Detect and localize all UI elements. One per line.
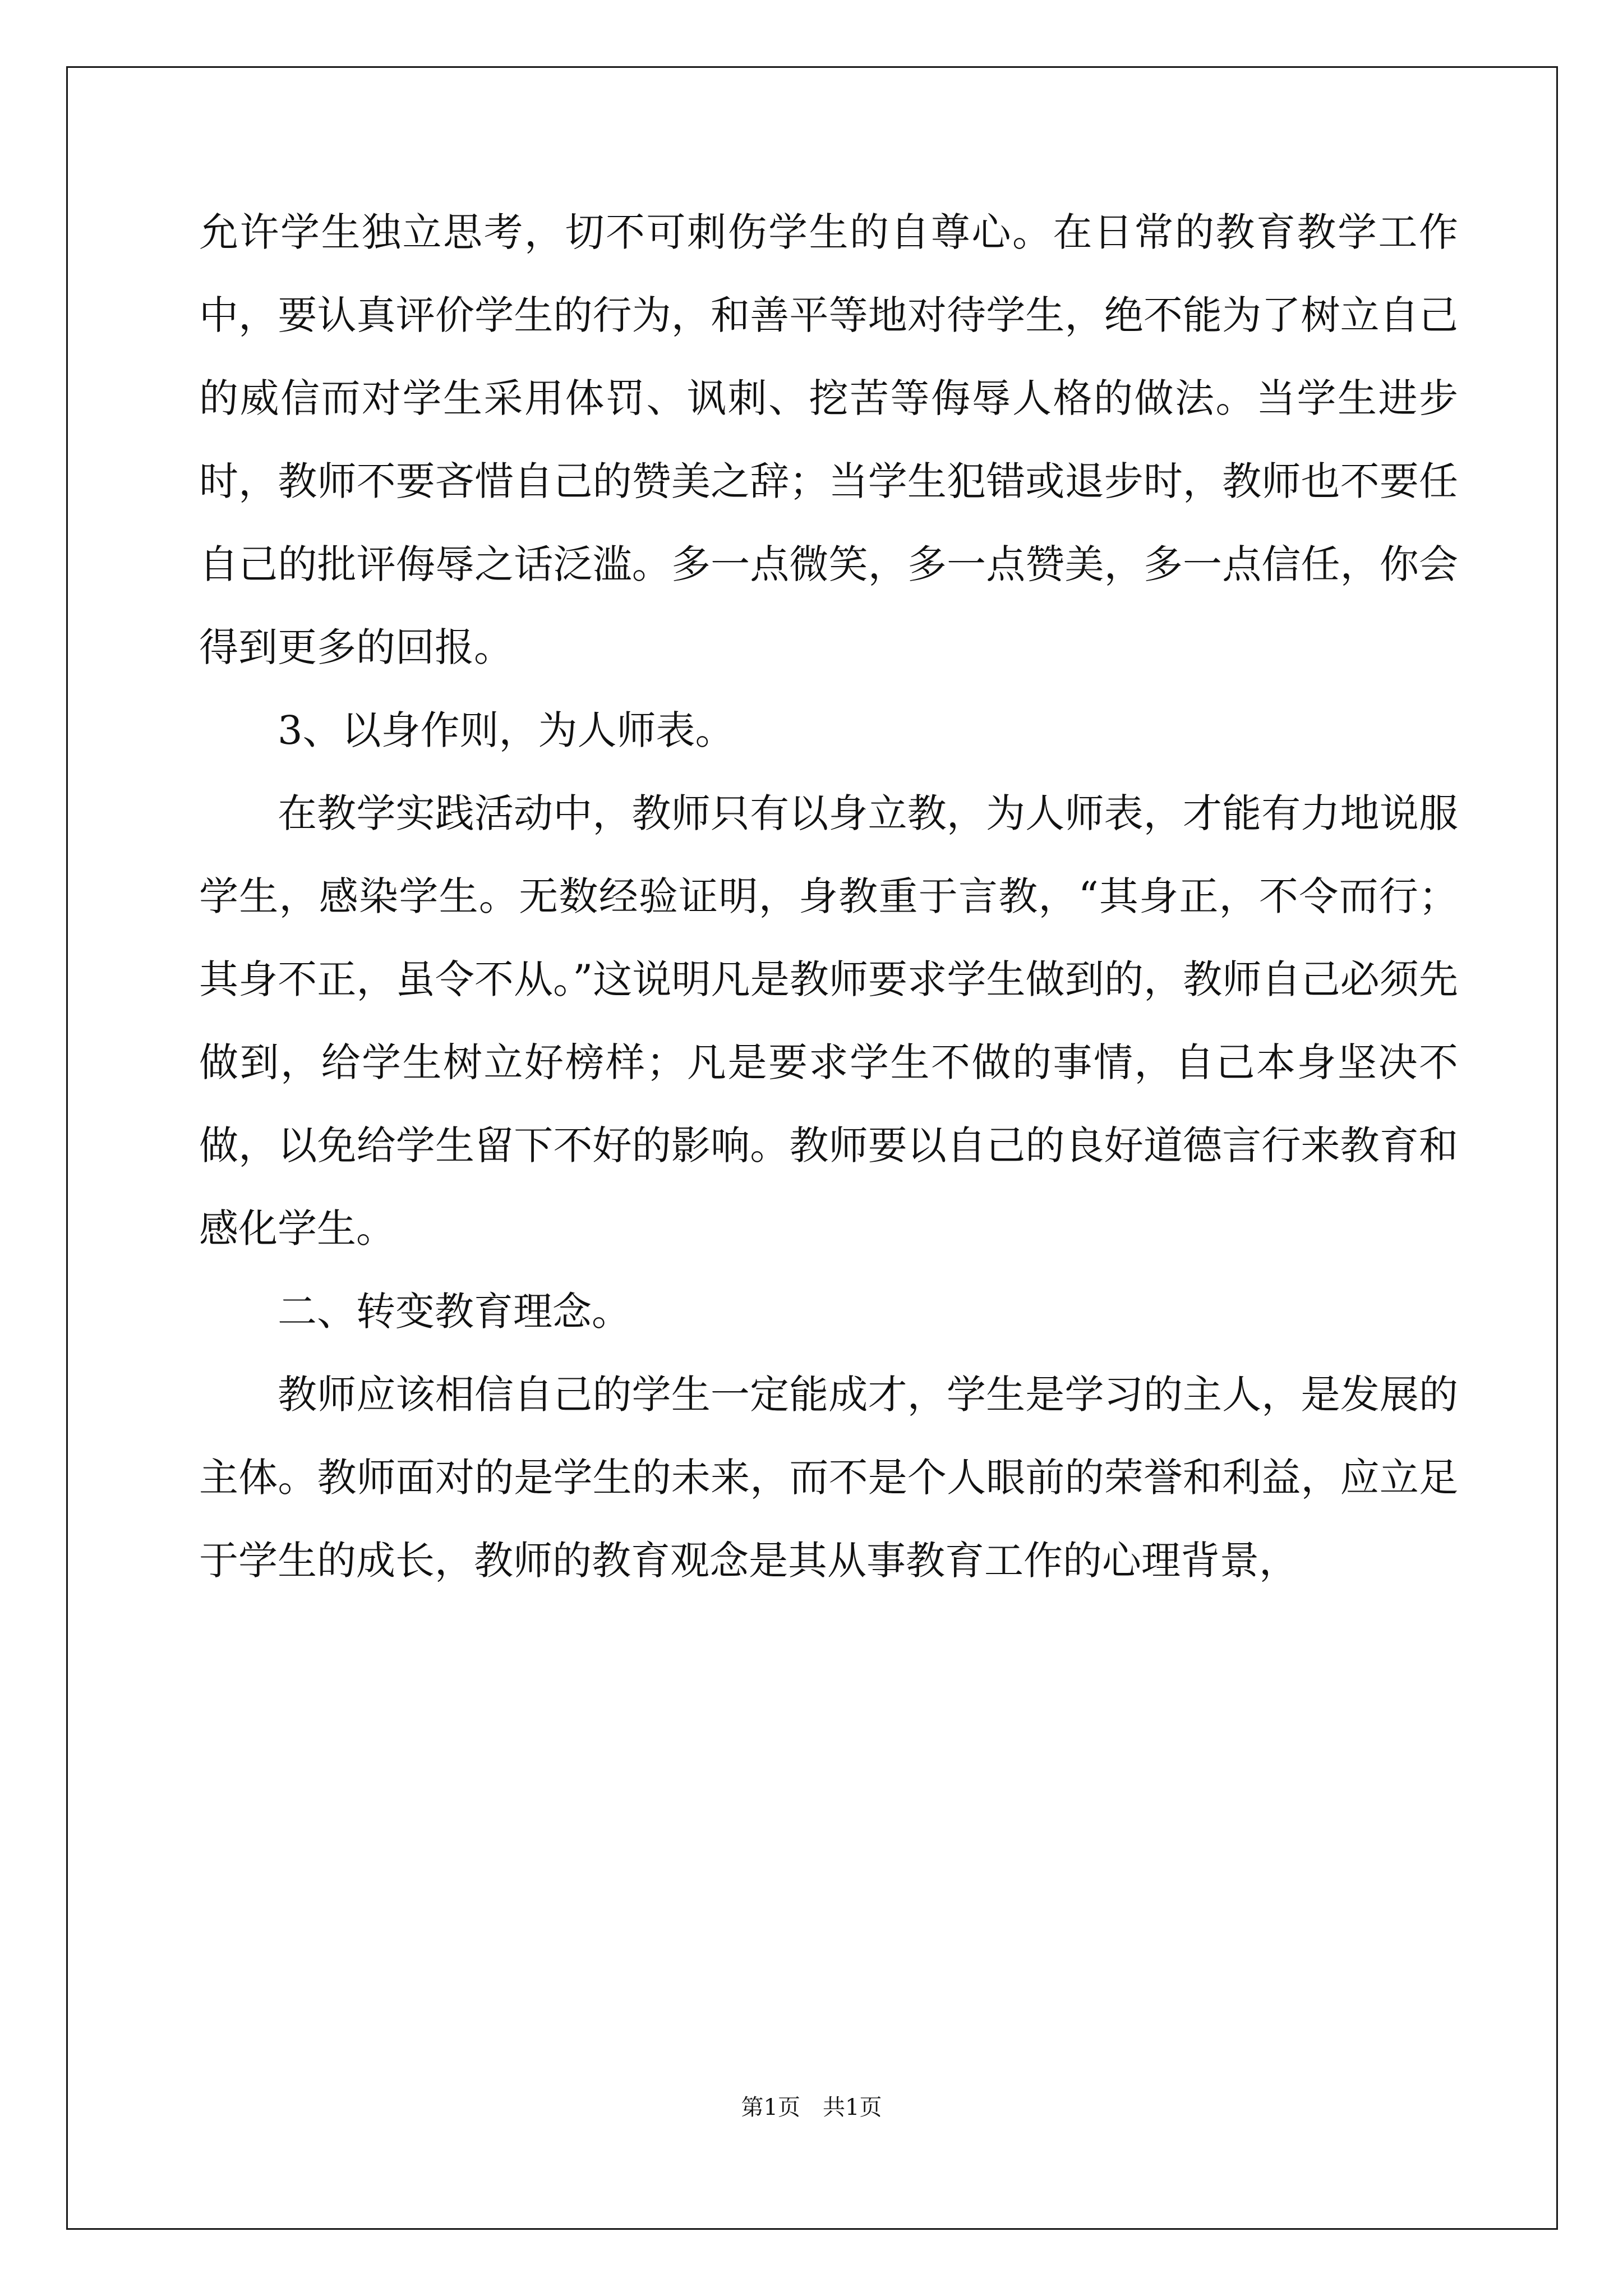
paragraph-3: 教师应该相信自己的学生一定能成才，学生是学习的主人，是发展的主体。教师面对的是学生的未来，而不是个人眼前的荣誉和利益，应立足于学生的成长，教师的教育观念是其从事教育工作的心理背景，	[199, 1372, 1458, 1584]
page-footer	[0, 2090, 1623, 2122]
heading-section-2: 二、转变教育理念。	[278, 1289, 631, 1335]
paragraph-1: 允许学生独立思考，切不可刺伤学生的自尊心。在日常的教育教学工作中，要认真评价学生的行为，和善平等地对待学生，绝不能为了树立自己的威信而对学生采用体罚、讽刺、挖苦等侮辱人格的做法。当学生进步时，教师不要吝惜自己的赞美之辞；当学生犯错或退步时，教师也不要任自己的批评侮辱之话泛滥。多一点微笑，多一点赞美，多一点信任，你会得到更多的回报。	[199, 209, 1458, 670]
document-body	[199, 191, 1458, 1602]
heading-3: 3、以身作则，为人师表。	[278, 707, 735, 753]
paragraph-2: 在教学实践活动中，教师只有以身立教，为人师表，才能有力地说服学生，感染学生。无数经验证明，身教重于言教，“其身正，不令而行；其身不正，虽令不从。”这说明凡是教师要求学生做到的，教师自己必须先做到，给学生树立好榜样；凡是要求学生不做的事情，自己本身坚决不做，以免给学生留下不好的影响。教师要以自己的良好道德言行来教育和感化学生。	[199, 790, 1458, 1251]
page-total: 共1页	[823, 2095, 882, 2120]
page-number: 第1页	[741, 2095, 800, 2120]
